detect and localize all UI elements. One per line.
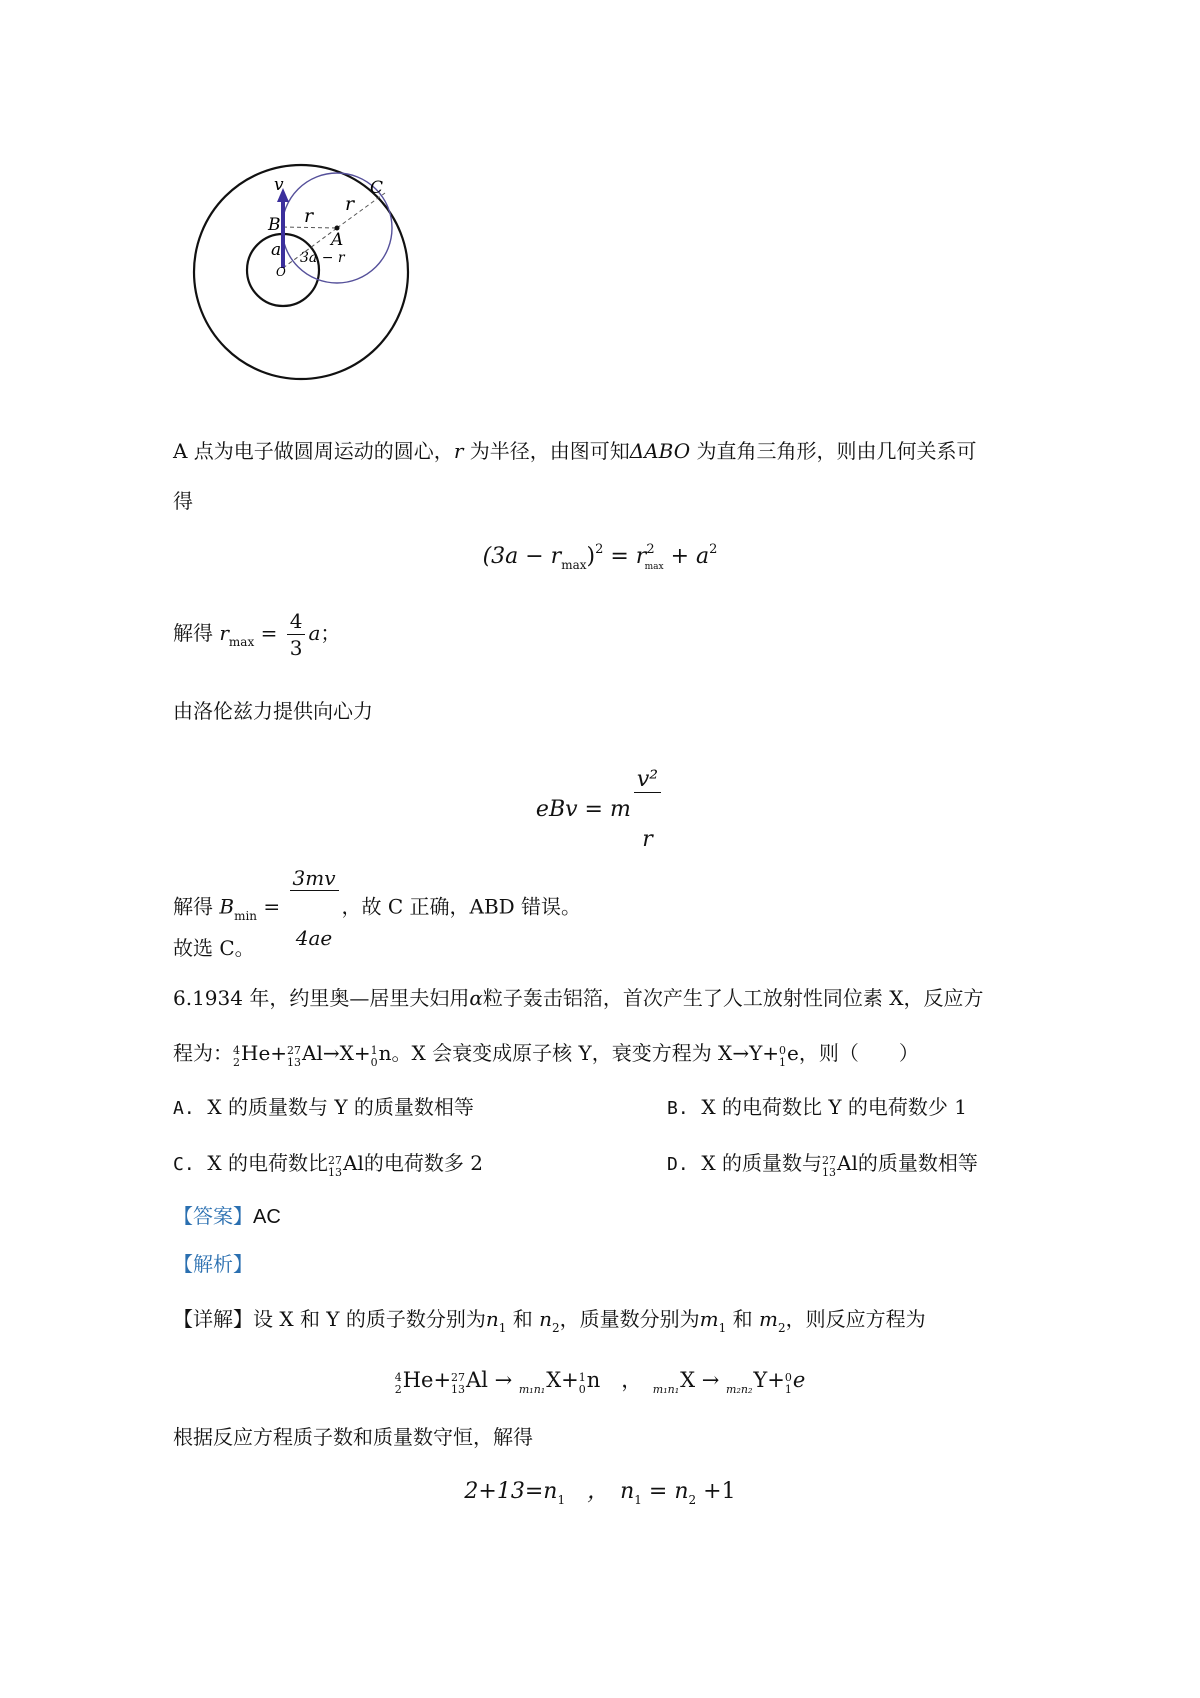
label-b: B (268, 215, 281, 235)
answer-tag: 【答案】 (173, 1204, 253, 1228)
option-a: A. X 的质量数与 Y 的质量数相等 (173, 1095, 474, 1119)
label-r-ba: r (304, 205, 314, 227)
answer-line (173, 1203, 281, 1230)
r-max-result: 解得 $r_{max}$ = $\frac{4}{3}$ a； (173, 609, 341, 660)
detail-tag: 【详解】 (173, 1307, 253, 1331)
option-b: B. X 的电荷数比 Y 的电荷数少 1 (667, 1095, 968, 1119)
label-c: C (370, 178, 384, 198)
option-d: D. X 的质量数与 27 13 Al的质量数相等 (667, 1151, 978, 1179)
conservation-statement: 根据反应方程质子数和质量数守恒，解得 (173, 1425, 533, 1449)
equation-3: 4 2 He+ 27 13 Al → m₁n₁X+ 1 0 n ， m₁n₁X → m₂n₂Y+ 0 1 e (394, 1368, 806, 1396)
label-a-point: A (331, 230, 344, 250)
solution-paragraph-1: A 点为电子做圆周运动的圆心，r 为半径，由图可知ΔABO 为直角三角形，则由几何关系可 (173, 439, 977, 463)
label-v: v (274, 175, 284, 195)
analysis-line (173, 1251, 253, 1277)
label-3a-minus-r: 3a − r (300, 250, 345, 266)
question-6-line-2: 程为： 4 2 He+ 27 13 Al→X+ 1 0 n。X 会衰变成原子核 Y，衰变方程为 X→Y+ 0 1 e，则（ ） (173, 1041, 919, 1069)
solution-paragraph-1-cont: 得 (173, 489, 193, 513)
label-r-ac: r (345, 193, 355, 215)
answer-value: AC (253, 1206, 281, 1228)
b-min-result: 解得 $B_{min} = \frac{3mv}{4ae}$ ，故 C 正确，ABD 错误。 (173, 866, 582, 950)
equation-1: $(3a - r_{max})^2 = r^2_{max} + a^2$ (482, 542, 718, 572)
question-6-line-1: 6.1934 年，约里奥—居里夫妇用α粒子轰击铝箔，首次产生了人工放射性同位素 X，反应方 (173, 986, 984, 1010)
detail-line: 【详解】设 X 和 Y 的质子数分别为$n_1$ 和 $n_2$，质量数分别为$m_1$ 和 $m_2$，则反应方程为 (173, 1307, 926, 1335)
lorentz-statement: 由洛伦兹力提供向心力 (173, 699, 373, 723)
label-o: O (276, 265, 286, 279)
dashed-ba (283, 227, 337, 228)
geometry-figure (180, 160, 440, 410)
equation-2: eBv = m $\frac{\text{v²}}{r}$ (0, 750, 1200, 870)
choose-c: 故选 C。 (173, 936, 255, 960)
option-c: C. X 的电荷数比 27 13 Al的电荷数多 2 (173, 1151, 483, 1179)
analysis-tag: 【解析】 (173, 1252, 253, 1276)
equation-4: $2+13=n_1$ ， $n_1 = n_2 +1$ (464, 1479, 736, 1507)
label-a-segment: a (271, 240, 282, 260)
